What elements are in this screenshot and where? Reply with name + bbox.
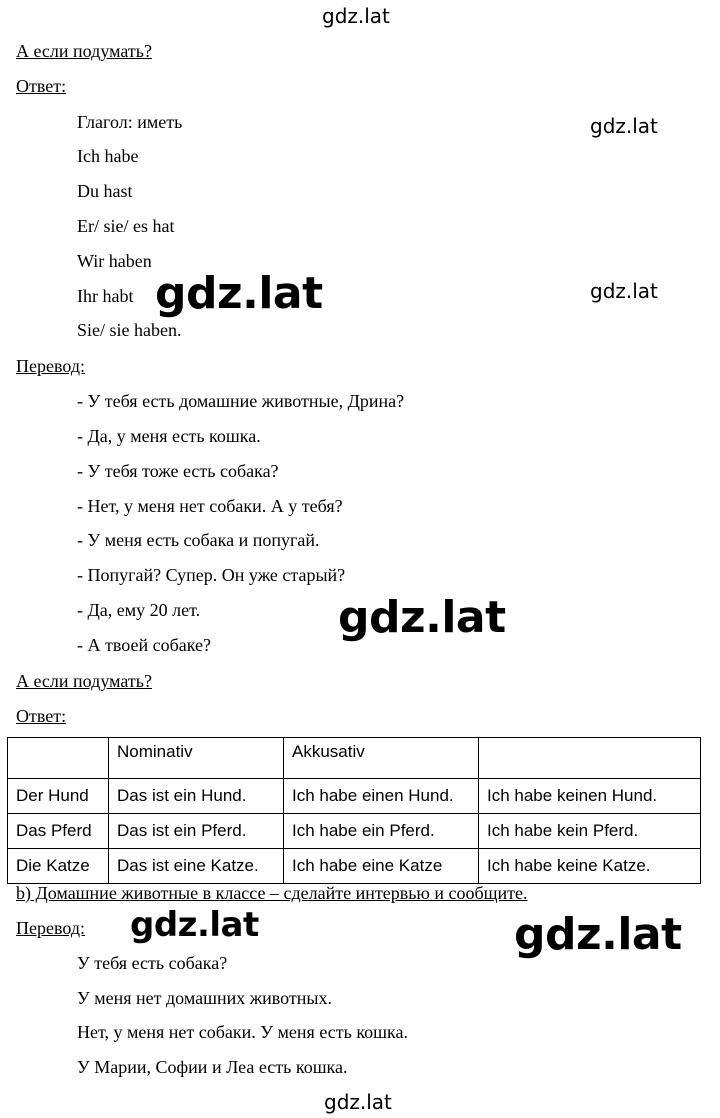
dialogue-line: - А твоей собаке? xyxy=(77,635,211,655)
section-heading-2: А если подумать? xyxy=(16,671,152,691)
text-line: Wir haben xyxy=(77,251,152,271)
answer-label-2: Ответ: xyxy=(16,706,67,726)
dialogue-line: - У тебя тоже есть собака? xyxy=(77,461,279,481)
declension-table xyxy=(7,737,701,884)
answer-label: Ответ: xyxy=(16,76,67,96)
text-line: Глагол: иметь xyxy=(77,112,183,132)
text-line: Du hast xyxy=(77,181,133,201)
text-line: У тебя есть собака? xyxy=(77,953,228,973)
watermark-large-1: gdz.lat xyxy=(155,268,323,319)
watermark-large-3: gdz.lat xyxy=(514,909,682,960)
table-cell: Die Katze xyxy=(8,849,109,884)
table-cell xyxy=(8,738,109,779)
table-header-row xyxy=(8,738,701,779)
dialogue-line: - Нет, у меня нет собаки. А у тебя? xyxy=(77,496,343,516)
table-cell xyxy=(479,738,701,779)
table-cell: Ich habe keinen Hund. xyxy=(479,779,701,814)
translation-label: Перевод: xyxy=(16,356,85,376)
table-cell: Das ist ein Pferd. xyxy=(109,814,284,849)
table-cell: Ich habe keine Katze. xyxy=(479,849,701,884)
text-line: У Марии, Софии и Леа есть кошка. xyxy=(77,1057,348,1077)
watermark-bottom: gdz.lat xyxy=(324,1090,392,1114)
text-line: Ihr habt xyxy=(77,286,134,306)
table-row xyxy=(8,814,701,849)
dialogue-line: - Да, ему 20 лет. xyxy=(77,600,201,620)
table-cell: Ich habe ein Pferd. xyxy=(284,814,479,849)
watermark-top: gdz.lat xyxy=(322,4,390,28)
task-heading: b) Домашние животные в классе – сделайте интервью и сообщите. xyxy=(16,883,528,903)
text-line: Sie/ sie haben. xyxy=(77,320,182,340)
section-heading: А если подумать? xyxy=(16,41,152,61)
table-cell: Der Hund xyxy=(8,779,109,814)
dialogue-line: - Да, у меня есть кошка. xyxy=(77,426,261,446)
text-line: Er/ sie/ es hat xyxy=(77,216,175,236)
watermark-large-2: gdz.lat xyxy=(338,592,506,643)
table-cell: Nominativ xyxy=(109,738,284,779)
table-cell: Das ist ein Hund. xyxy=(109,779,284,814)
table-cell: Akkusativ xyxy=(284,738,479,779)
dialogue-line: - У меня есть собака и попугай. xyxy=(77,530,320,550)
dialogue-line: - Попугай? Супер. Он уже старый? xyxy=(77,565,346,585)
translation-label-2: Перевод: xyxy=(16,918,85,938)
table-cell: Das Pferd xyxy=(8,814,109,849)
watermark-right-2: gdz.lat xyxy=(590,279,658,303)
table-cell: Ich habe kein Pferd. xyxy=(479,814,701,849)
dialogue-line: - У тебя есть домашние животные, Дрина? xyxy=(77,391,405,411)
table-row xyxy=(8,779,701,814)
watermark-medium: gdz.lat xyxy=(130,905,259,945)
watermark-right-1: gdz.lat xyxy=(590,114,658,138)
text-line: Нет, у меня нет собаки. У меня есть кошка. xyxy=(77,1022,408,1042)
table-cell: Ich habe einen Hund. xyxy=(284,779,479,814)
table-row xyxy=(8,849,701,884)
text-line: Ich habe xyxy=(77,146,139,166)
table-cell: Das ist eine Katze. xyxy=(109,849,284,884)
text-line: У меня нет домашних животных. xyxy=(77,988,333,1008)
table-cell: Ich habe eine Katze xyxy=(284,849,479,884)
